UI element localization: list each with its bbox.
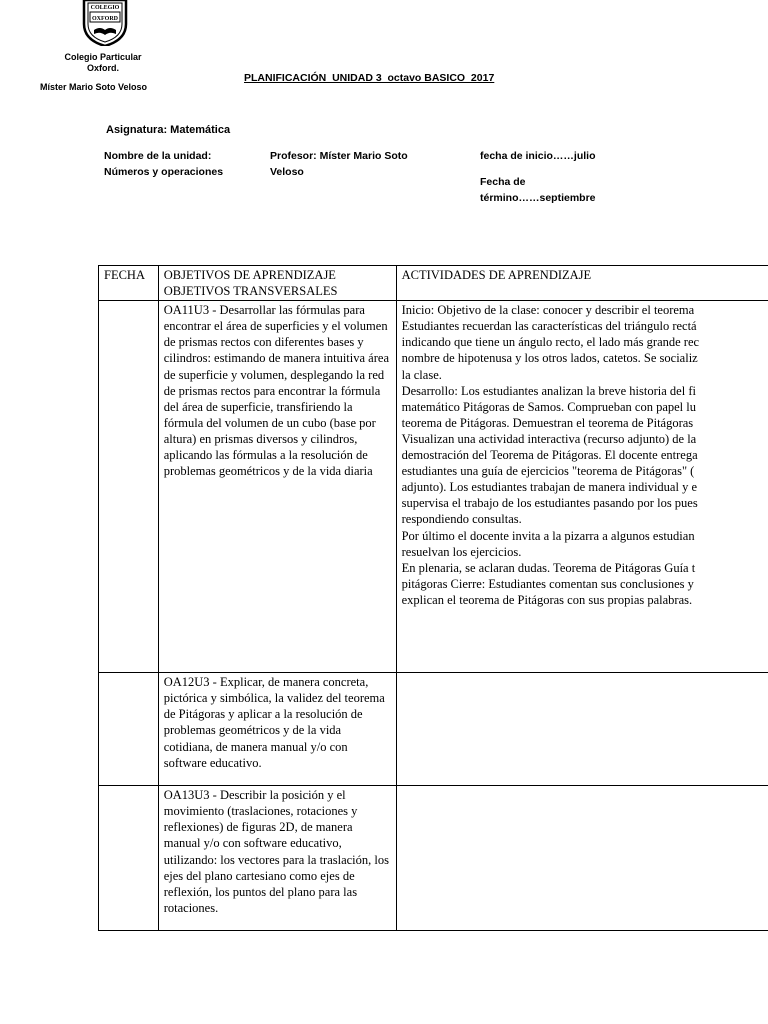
header-fecha: FECHA [99,266,159,301]
teacher-line-1: Profesor: Míster Mario Soto [270,150,408,162]
activity-line: resuelvan los ejercicios. [401,544,522,559]
unit-label: Nombre de la unidad: [104,150,212,162]
table-row [99,301,768,673]
teacher-line-2: Veloso [270,166,304,178]
objective-cell: OA12U3 - Explicar, de manera concreta, pictórica y simbólica, la validez del teorema de Pitágoras y aplicar a la resolución de problemas geométricos y de la vida cotidiana, de manera manual y/o con software educativo. [158,673,396,786]
objective-cell: OA13U3 - Describir la posición y el movimiento (traslaciones, rotaciones y reflexiones) de figuras 2D, de manera manual y/o con software educativo, utilizando: los vectores para la traslación, los ejes del plano cartesiano como ejes de reflexión, los puntos del plano para las rotaciones. [158,786,396,931]
table-row [99,673,768,786]
header-objetivos [158,266,396,301]
activity-cell [396,301,768,673]
activity-line: matemático Pitágoras de Samos. Comprueban con papel lu [401,399,696,414]
fecha-cell [99,673,159,786]
teacher-name-top: Míster Mario Soto Veloso [40,82,148,92]
header-objetivos-line-1: OBJETIVOS DE APRENDIZAJE [163,268,336,282]
activity-line: Inicio: Objetivo de la clase: conocer y describir el teorema [401,303,695,318]
activity-cell [396,673,768,786]
end-date-label: Fecha de [480,176,526,188]
activity-cell [396,786,768,931]
activity-line: demostración del Teorema de Pitágoras. El docente entrega [401,448,698,463]
activity-line: Estudiantes recuerdan las características del triángulo rectá [401,319,697,334]
table-header-row [99,266,768,301]
fecha-cell [99,301,159,673]
header-objetivos-line-2: OBJETIVOS TRANSVERSALES [163,284,338,299]
activity-line: teorema de Pitágoras. Demuestran el teorema de Pitágoras [401,415,694,430]
activity-line: nombre de hipotenusa y los otros lados, catetos. Se socializ [401,351,698,366]
activity-line: En plenaria, se aclaran dudas. Teorema de Pitágoras Guía t [401,560,696,575]
logo-text-top: COLEGIO [90,5,120,11]
activity-line: explican el teorema de Pitágoras con sus propias palabras. [401,592,693,607]
subject-line: Asignatura: Matemática [106,124,231,136]
header-actividades: ACTIVIDADES DE APRENDIZAJE [396,266,768,301]
objective-cell: OA11U3 - Desarrollar las fórmulas para encontrar el área de superficies y el volumen de prismas rectos con diferentes bases y cilindros: estimando de manera intuitiva área de superficie y volumen, desplegando la red de prismas rectos para encontrar la fórmula del área de superficie, transfiriendo la fórmula del volumen de un cubo (base por altura) en prismas diversos y cilindros, aplicando las fórmulas a la resolución de problemas geométricos y de la vida diaria [158,301,396,673]
activity-line: indicando que tiene un ángulo recto, el lado más grande rec [401,335,700,350]
fecha-cell [99,786,159,931]
planning-table [98,265,768,931]
school-name: Colegio Particular Oxford. [64,52,142,73]
school-crest-icon [80,0,130,46]
activity-line: Visualizan una actividad interactiva (recurso adjunto) de la [401,431,697,446]
unit-value: Números y operaciones [104,166,224,178]
plan-title: PLANIFICACIÓN UNIDAD 3 octavo BASICO 2017 [244,72,495,84]
activity-line: Por último el docente invita a la pizarra a algunos estudian [401,528,695,543]
end-date-value: término……septiembre [480,192,596,204]
activity-line: supervisa el trabajo de los estudiantes pasando por los pues [401,496,698,511]
activity-line: Desarrollo: Los estudiantes analizan la breve historia del fi [401,383,696,398]
activity-line: estudiantes una guía de ejercicios "teorema de Pitágoras" ( [401,464,695,479]
table-row [99,786,768,931]
activity-line: adjunto). Los estudiantes trabajan de manera individual y e [401,480,698,495]
logo-text-mid: OXFORD [92,16,118,22]
activity-line: respondiendo consultas. [401,512,522,527]
activity-line: la clase. [401,367,442,382]
activity-line: pitágoras Cierre: Estudiantes comentan sus conclusiones y [401,576,694,591]
start-date: fecha de inicio……julio [480,150,596,162]
